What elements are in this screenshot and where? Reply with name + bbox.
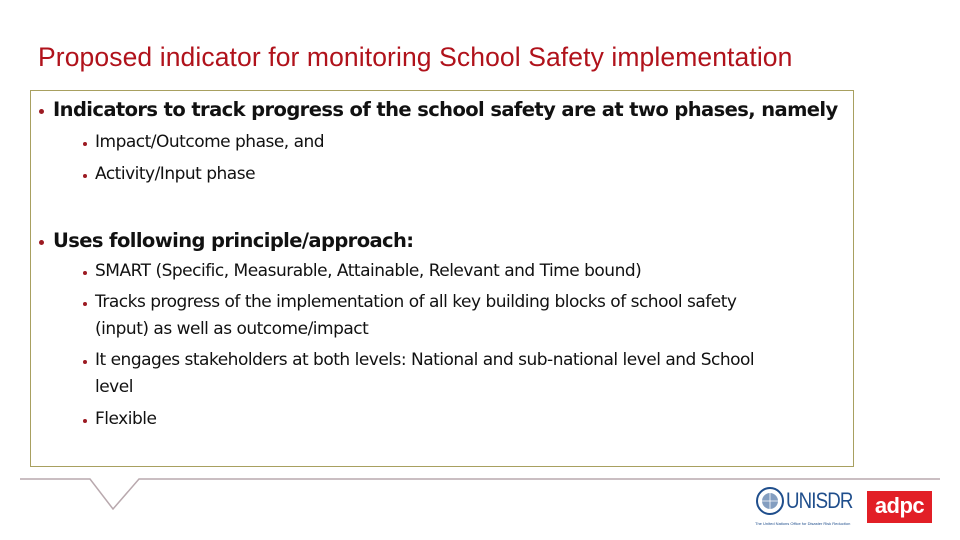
bullet-text: Uses following principle/approach: xyxy=(53,229,414,252)
unisdr-subtitle: The United Nations Office for Disaster Risk Reduction xyxy=(755,521,851,526)
bullet-text: It engages stakeholders at both levels: National and sub-national level and School xyxy=(95,350,755,370)
bullet-text: Activity/Input phase xyxy=(95,164,256,184)
bullet-icon xyxy=(83,271,87,275)
bullet-text: Tracks progress of the implementation of all key building blocks of school safety xyxy=(95,292,737,312)
bullet-icon xyxy=(83,302,87,306)
list-item-continuation: (input) as well as outcome/impact xyxy=(95,319,369,339)
list-item xyxy=(95,132,324,152)
list-item xyxy=(95,164,255,184)
list-item-continuation: level xyxy=(95,377,133,397)
bullet-icon xyxy=(83,360,87,364)
bullet-icon xyxy=(83,142,87,146)
list-item xyxy=(95,350,754,370)
bullet-text: Flexible xyxy=(95,409,157,429)
bullet-icon xyxy=(39,240,44,245)
list-item xyxy=(95,409,156,429)
unisdr-logo xyxy=(755,486,855,532)
list-item xyxy=(95,261,641,281)
bullet-heading-indicators xyxy=(53,98,838,121)
adpc-logo xyxy=(867,491,932,523)
bullet-text: SMART (Specific, Measurable, Attainable, Relevant and Time bound) xyxy=(95,261,642,281)
bullet-icon xyxy=(39,109,44,114)
content-box xyxy=(30,90,854,467)
slide-title: Proposed indicator for monitoring School Safety implementation xyxy=(38,42,793,72)
adpc-wordmark: adpc xyxy=(874,493,925,518)
un-emblem-icon xyxy=(755,486,785,516)
bullet-heading-principles xyxy=(53,229,414,252)
unisdr-wordmark: UNISDR xyxy=(786,488,853,513)
bullet-text: Impact/Outcome phase, and xyxy=(95,132,325,152)
bullet-icon xyxy=(83,174,87,178)
bullet-text: Indicators to track progress of the school safety are at two phases, namely xyxy=(53,98,838,121)
bullet-icon xyxy=(83,419,87,423)
list-item xyxy=(95,292,736,312)
